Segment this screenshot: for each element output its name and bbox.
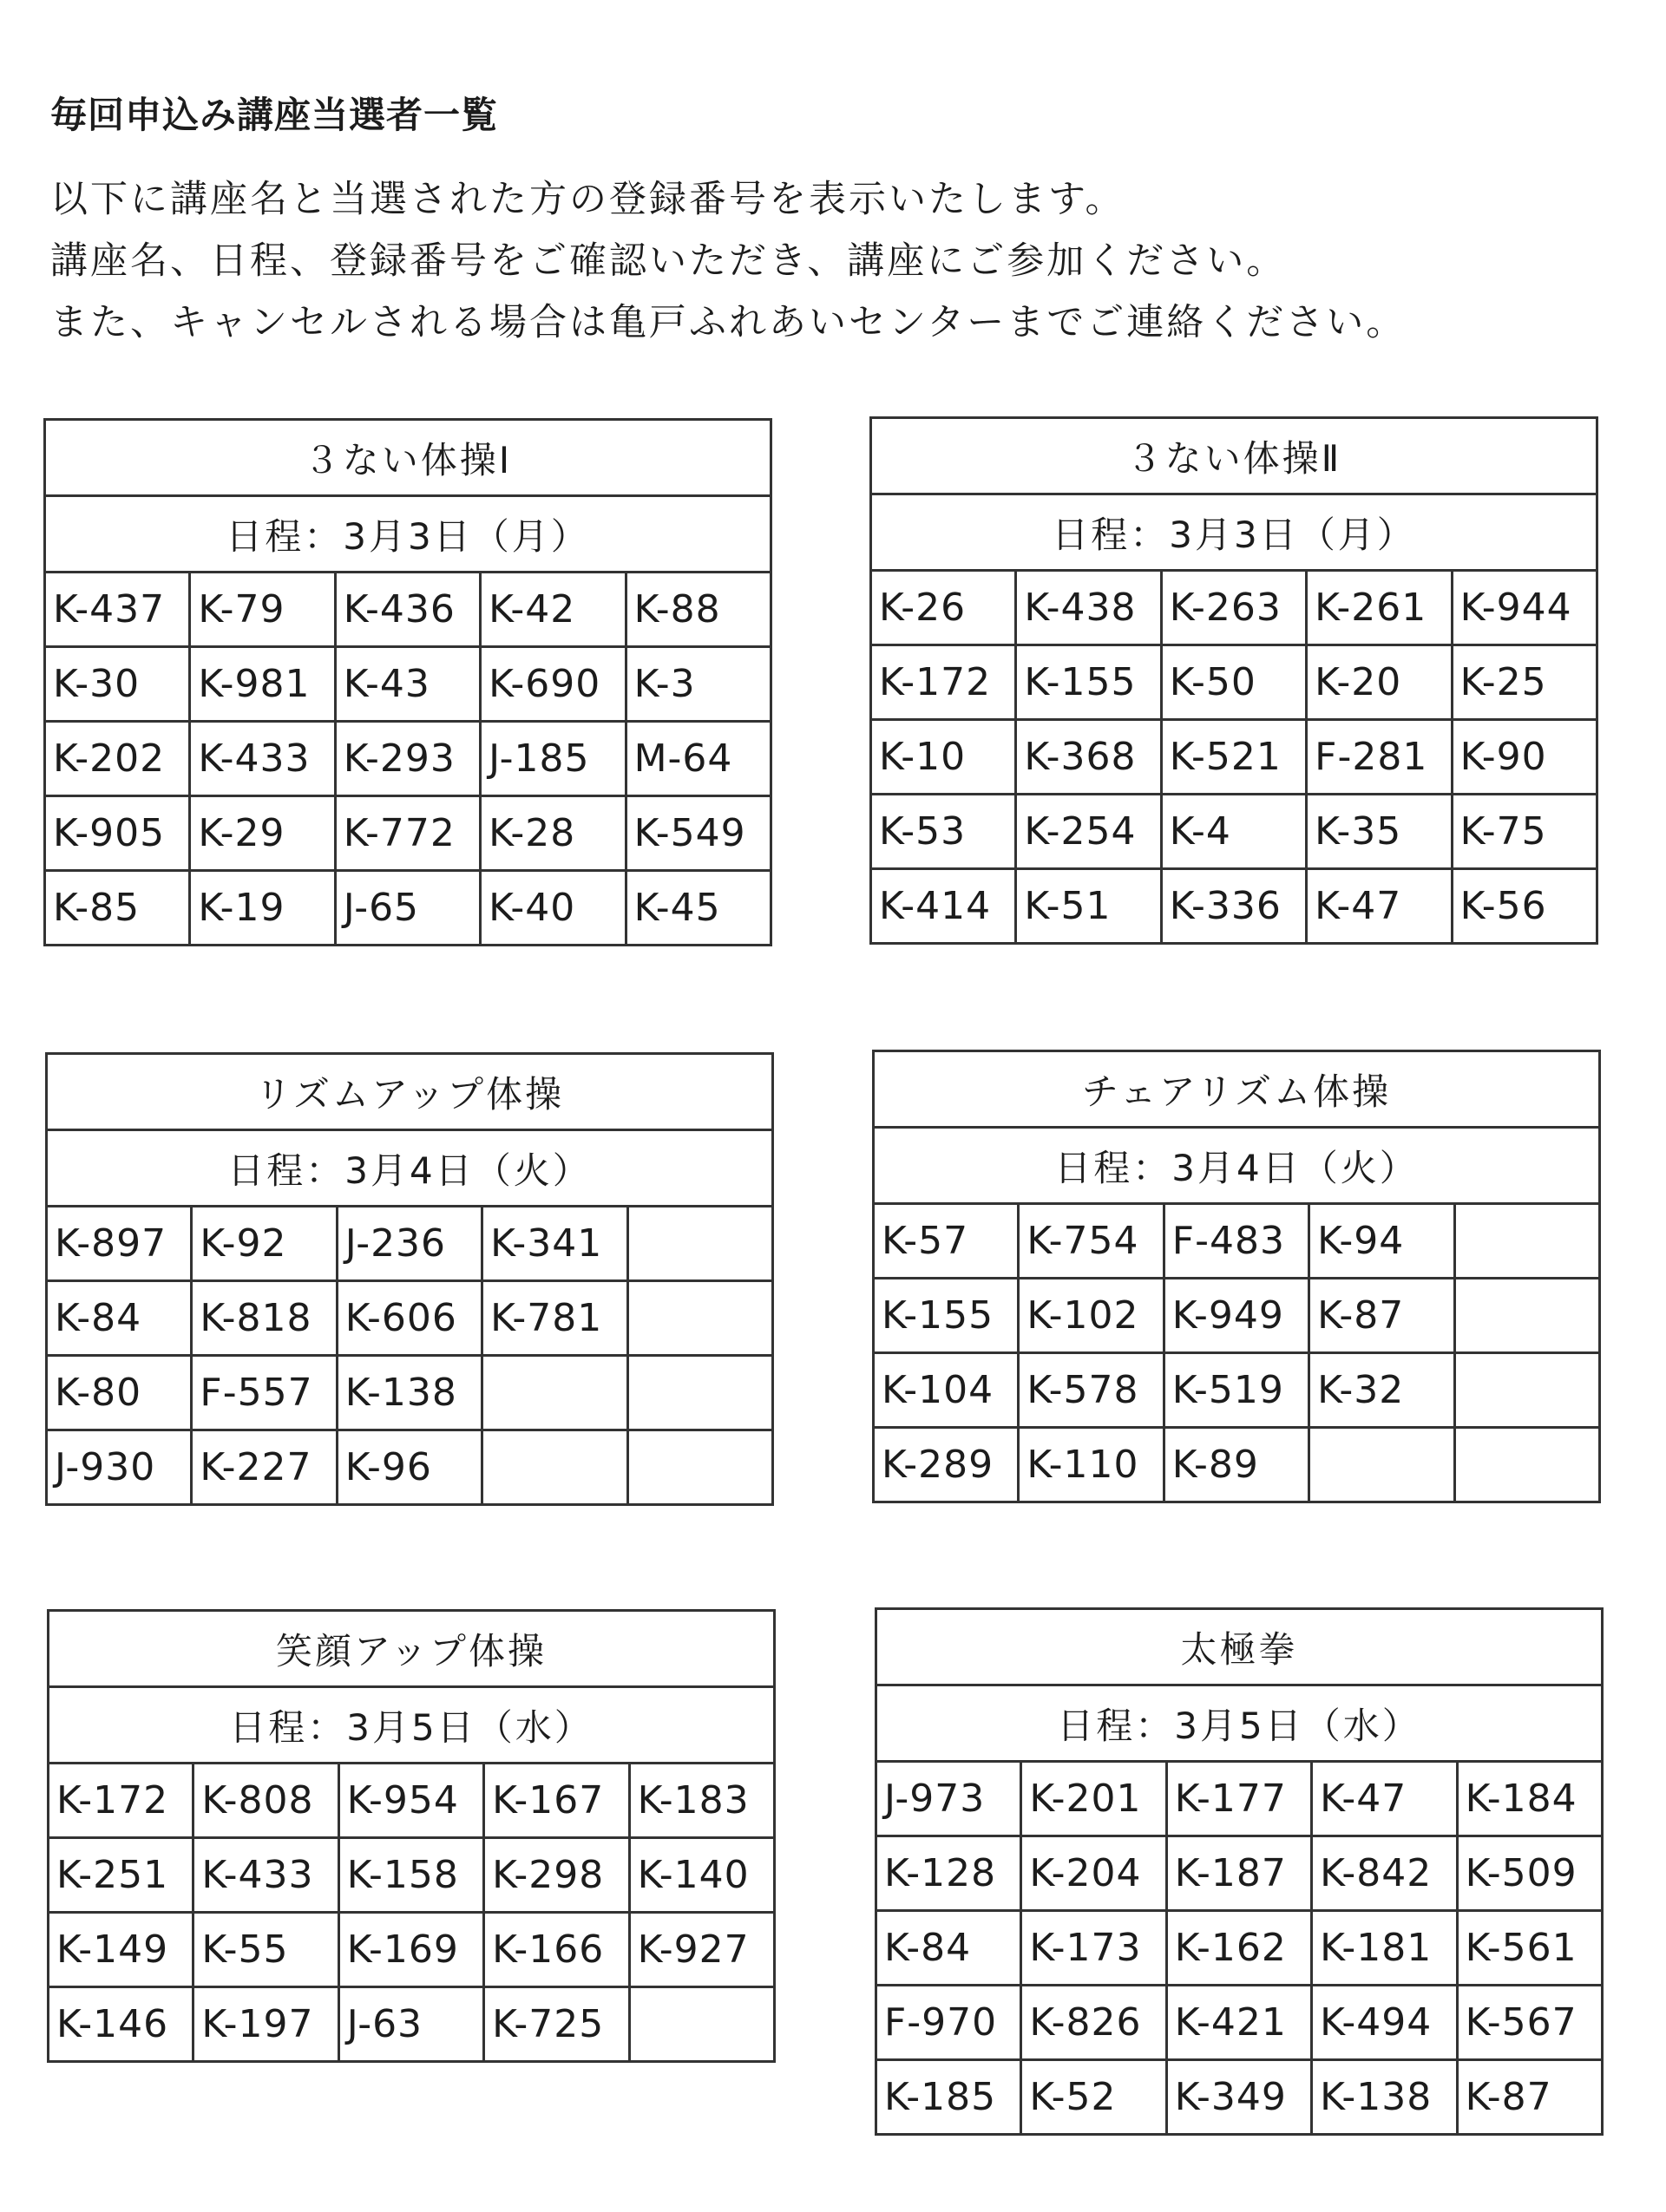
- registration-number-cell: K-336: [1161, 869, 1306, 944]
- registration-number-cell: K-155: [874, 1279, 1019, 1353]
- registration-number-cell: K-177: [1166, 1762, 1311, 1836]
- table-row: [874, 1353, 1600, 1428]
- registration-number-cell: K-263: [1161, 571, 1306, 645]
- registration-number-cell: K-92: [192, 1207, 337, 1281]
- course-name: チェアリズム体操: [874, 1051, 1600, 1128]
- registration-number-cell: K-185: [876, 2060, 1021, 2135]
- registration-number-cell: K-96: [337, 1430, 482, 1505]
- table-row: [49, 1838, 775, 1913]
- registration-number-cell: K-43: [335, 647, 480, 722]
- course-schedule-row: [874, 1128, 1600, 1204]
- registration-number-cell: [629, 1987, 774, 2062]
- registration-number-cell: K-75: [1452, 795, 1597, 869]
- registration-number-cell: J-65: [335, 871, 480, 946]
- table-row: [876, 2060, 1603, 2135]
- registration-number-cell: K-438: [1016, 571, 1161, 645]
- course-schedule: 日程：3月5日（水）: [49, 1687, 775, 1764]
- registration-number-cell: K-414: [871, 869, 1016, 944]
- course-schedule-row: [45, 496, 771, 573]
- registration-number-cell: K-56: [1452, 869, 1597, 944]
- course-table: [872, 1050, 1601, 1503]
- course-name: 笑顔アップ体操: [49, 1611, 775, 1687]
- course-schedule-row: [49, 1687, 775, 1764]
- course-name-row: [876, 1609, 1603, 1685]
- registration-number-cell: K-184: [1457, 1762, 1602, 1836]
- registration-number-cell: [1454, 1279, 1599, 1353]
- registration-number-cell: K-173: [1021, 1911, 1166, 1986]
- table-row: [876, 1986, 1603, 2060]
- registration-number-cell: K-690: [481, 647, 626, 722]
- registration-number-cell: K-84: [876, 1911, 1021, 1986]
- registration-number-cell: [1454, 1428, 1599, 1502]
- intro-line: 講座名、日程、登録番号をご確認いただき、講座にご参加ください。: [50, 239, 1287, 283]
- registration-number-cell: K-57: [874, 1204, 1019, 1279]
- registration-number-cell: K-197: [193, 1987, 338, 2062]
- table-row: [45, 796, 771, 871]
- course-name-row: [871, 418, 1597, 494]
- registration-number-cell: K-51: [1016, 869, 1161, 944]
- course-schedule-row: [871, 494, 1597, 571]
- table-row: [871, 869, 1597, 944]
- table-row: [871, 795, 1597, 869]
- registration-number-cell: K-53: [871, 795, 1016, 869]
- registration-number-cell: K-436: [335, 573, 480, 647]
- registration-number-cell: K-298: [484, 1838, 629, 1913]
- registration-number-cell: K-162: [1166, 1911, 1311, 1986]
- registration-number-cell: K-227: [192, 1430, 337, 1505]
- course-schedule: 日程：3月4日（火）: [874, 1128, 1600, 1204]
- table-row: [49, 1913, 775, 1987]
- registration-number-cell: K-421: [1166, 1986, 1311, 2060]
- course-schedule: 日程：3月5日（水）: [876, 1685, 1603, 1762]
- registration-number-cell: K-433: [190, 722, 335, 796]
- registration-number-cell: K-85: [45, 871, 190, 946]
- course-name: 太極拳: [876, 1609, 1603, 1685]
- table-row: [49, 1764, 775, 1838]
- registration-number-cell: K-87: [1457, 2060, 1602, 2135]
- registration-number-cell: J-973: [876, 1762, 1021, 1836]
- registration-number-cell: K-521: [1161, 720, 1306, 795]
- table-row: [47, 1430, 773, 1505]
- table-row: [874, 1428, 1600, 1502]
- table-row: [45, 647, 771, 722]
- registration-number-cell: K-368: [1016, 720, 1161, 795]
- registration-number-cell: K-293: [335, 722, 480, 796]
- registration-number-cell: K-102: [1019, 1279, 1164, 1353]
- course-name: ３ない体操Ⅱ: [871, 418, 1597, 494]
- registration-number-cell: K-47: [1312, 1762, 1457, 1836]
- registration-number-cell: K-45: [626, 871, 771, 946]
- course-name: リズムアップ体操: [47, 1054, 773, 1130]
- table-row: [47, 1281, 773, 1356]
- registration-number-cell: K-28: [481, 796, 626, 871]
- registration-number-cell: [1454, 1204, 1599, 1279]
- registration-number-cell: K-128: [876, 1836, 1021, 1911]
- registration-number-cell: K-172: [871, 645, 1016, 720]
- registration-number-cell: K-954: [338, 1764, 483, 1838]
- registration-number-cell: K-169: [338, 1913, 483, 1987]
- registration-number-cell: F-281: [1307, 720, 1452, 795]
- registration-number-cell: K-437: [45, 573, 190, 647]
- registration-number-cell: K-509: [1457, 1836, 1602, 1911]
- table-row: [47, 1356, 773, 1430]
- registration-number-cell: K-158: [338, 1838, 483, 1913]
- registration-number-cell: K-201: [1021, 1762, 1166, 1836]
- registration-number-cell: K-32: [1309, 1353, 1454, 1428]
- course-name-row: [874, 1051, 1600, 1128]
- course-table: [869, 416, 1598, 945]
- registration-number-cell: K-897: [47, 1207, 192, 1281]
- registration-number-cell: K-818: [192, 1281, 337, 1356]
- table-row: [871, 720, 1597, 795]
- registration-number-cell: K-202: [45, 722, 190, 796]
- registration-number-cell: K-47: [1307, 869, 1452, 944]
- registration-number-cell: K-251: [49, 1838, 193, 1913]
- registration-number-cell: [627, 1281, 772, 1356]
- registration-number-cell: J-185: [481, 722, 626, 796]
- registration-number-cell: M-64: [626, 722, 771, 796]
- registration-number-cell: K-52: [1021, 2060, 1166, 2135]
- course-schedule-row: [47, 1130, 773, 1207]
- registration-number-cell: K-561: [1457, 1911, 1602, 1986]
- registration-number-cell: J-63: [338, 1987, 483, 2062]
- table-row: [874, 1204, 1600, 1279]
- registration-number-cell: K-94: [1309, 1204, 1454, 1279]
- registration-number-cell: K-349: [1166, 2060, 1311, 2135]
- registration-number-cell: J-236: [337, 1207, 482, 1281]
- registration-number-cell: K-87: [1309, 1279, 1454, 1353]
- course-table: [45, 1052, 774, 1506]
- registration-number-cell: F-970: [876, 1986, 1021, 2060]
- registration-number-cell: K-204: [1021, 1836, 1166, 1911]
- registration-number-cell: K-55: [193, 1913, 338, 1987]
- registration-number-cell: K-40: [481, 871, 626, 946]
- registration-number-cell: K-90: [1452, 720, 1597, 795]
- registration-number-cell: K-167: [484, 1764, 629, 1838]
- registration-number-cell: K-261: [1307, 571, 1452, 645]
- registration-number-cell: [627, 1207, 772, 1281]
- registration-number-cell: K-567: [1457, 1986, 1602, 2060]
- registration-number-cell: K-183: [629, 1764, 774, 1838]
- registration-number-cell: K-89: [1164, 1428, 1309, 1502]
- registration-number-cell: K-981: [190, 647, 335, 722]
- registration-number-cell: J-930: [47, 1430, 192, 1505]
- registration-number-cell: K-181: [1312, 1911, 1457, 1986]
- registration-number-cell: K-187: [1166, 1836, 1311, 1911]
- course-schedule: 日程：3月4日（火）: [47, 1130, 773, 1207]
- registration-number-cell: K-4: [1161, 795, 1306, 869]
- registration-number-cell: K-138: [337, 1356, 482, 1430]
- registration-number-cell: [627, 1356, 772, 1430]
- registration-number-cell: K-84: [47, 1281, 192, 1356]
- registration-number-cell: K-772: [335, 796, 480, 871]
- registration-number-cell: K-172: [49, 1764, 193, 1838]
- course-table: [875, 1607, 1604, 2136]
- registration-number-cell: K-842: [1312, 1836, 1457, 1911]
- registration-number-cell: K-826: [1021, 1986, 1166, 2060]
- registration-number-cell: F-557: [192, 1356, 337, 1430]
- registration-number-cell: K-725: [484, 1987, 629, 2062]
- registration-number-cell: F-483: [1164, 1204, 1309, 1279]
- registration-number-cell: K-341: [482, 1207, 627, 1281]
- table-row: [876, 1911, 1603, 1986]
- registration-number-cell: K-3: [626, 647, 771, 722]
- registration-number-cell: K-606: [337, 1281, 482, 1356]
- registration-number-cell: K-944: [1452, 571, 1597, 645]
- table-row: [45, 573, 771, 647]
- course-name-row: [47, 1054, 773, 1130]
- table-row: [876, 1762, 1603, 1836]
- table-row: [45, 871, 771, 946]
- registration-number-cell: K-25: [1452, 645, 1597, 720]
- course-schedule-row: [876, 1685, 1603, 1762]
- course-table: [47, 1609, 776, 2063]
- registration-number-cell: K-289: [874, 1428, 1019, 1502]
- registration-number-cell: K-140: [629, 1838, 774, 1913]
- course-name: ３ない体操Ⅰ: [45, 420, 771, 496]
- registration-number-cell: K-149: [49, 1913, 193, 1987]
- registration-number-cell: K-10: [871, 720, 1016, 795]
- registration-number-cell: [482, 1430, 627, 1505]
- table-row: [871, 645, 1597, 720]
- registration-number-cell: K-138: [1312, 2060, 1457, 2135]
- registration-number-cell: K-79: [190, 573, 335, 647]
- registration-number-cell: K-578: [1019, 1353, 1164, 1428]
- registration-number-cell: K-808: [193, 1764, 338, 1838]
- table-row: [874, 1279, 1600, 1353]
- intro-text: [50, 178, 1406, 363]
- registration-number-cell: K-104: [874, 1353, 1019, 1428]
- registration-number-cell: K-754: [1019, 1204, 1164, 1279]
- registration-number-cell: K-494: [1312, 1986, 1457, 2060]
- registration-number-cell: [627, 1430, 772, 1505]
- table-row: [871, 571, 1597, 645]
- registration-number-cell: K-905: [45, 796, 190, 871]
- table-row: [45, 722, 771, 796]
- table-row: [49, 1987, 775, 2062]
- course-schedule: 日程：3月3日（月）: [45, 496, 771, 573]
- registration-number-cell: K-433: [193, 1838, 338, 1913]
- registration-number-cell: K-146: [49, 1987, 193, 2062]
- registration-number-cell: K-166: [484, 1913, 629, 1987]
- registration-number-cell: K-949: [1164, 1279, 1309, 1353]
- intro-line: また、キャンセルされる場合は亀戸ふれあいセンターまでご連絡ください。: [50, 301, 1407, 344]
- registration-number-cell: K-88: [626, 573, 771, 647]
- course-name-row: [45, 420, 771, 496]
- registration-number-cell: K-42: [481, 573, 626, 647]
- registration-number-cell: K-254: [1016, 795, 1161, 869]
- table-row: [876, 1836, 1603, 1911]
- registration-number-cell: [1309, 1428, 1454, 1502]
- course-table: [43, 418, 772, 946]
- registration-number-cell: K-19: [190, 871, 335, 946]
- registration-number-cell: K-20: [1307, 645, 1452, 720]
- registration-number-cell: K-549: [626, 796, 771, 871]
- registration-number-cell: K-155: [1016, 645, 1161, 720]
- registration-number-cell: K-519: [1164, 1353, 1309, 1428]
- registration-number-cell: K-29: [190, 796, 335, 871]
- registration-number-cell: K-50: [1161, 645, 1306, 720]
- registration-number-cell: K-35: [1307, 795, 1452, 869]
- registration-number-cell: K-26: [871, 571, 1016, 645]
- registration-number-cell: K-927: [629, 1913, 774, 1987]
- registration-number-cell: K-80: [47, 1356, 192, 1430]
- registration-number-cell: [482, 1356, 627, 1430]
- registration-number-cell: [1454, 1353, 1599, 1428]
- page-title: 毎回申込み講座当選者一覧: [50, 94, 499, 136]
- registration-number-cell: K-781: [482, 1281, 627, 1356]
- course-name-row: [49, 1611, 775, 1687]
- table-row: [47, 1207, 773, 1281]
- intro-line: 以下に講座名と当選された方の登録番号を表示いたします。: [50, 178, 1125, 221]
- registration-number-cell: K-110: [1019, 1428, 1164, 1502]
- course-schedule: 日程：3月3日（月）: [871, 494, 1597, 571]
- registration-number-cell: K-30: [45, 647, 190, 722]
